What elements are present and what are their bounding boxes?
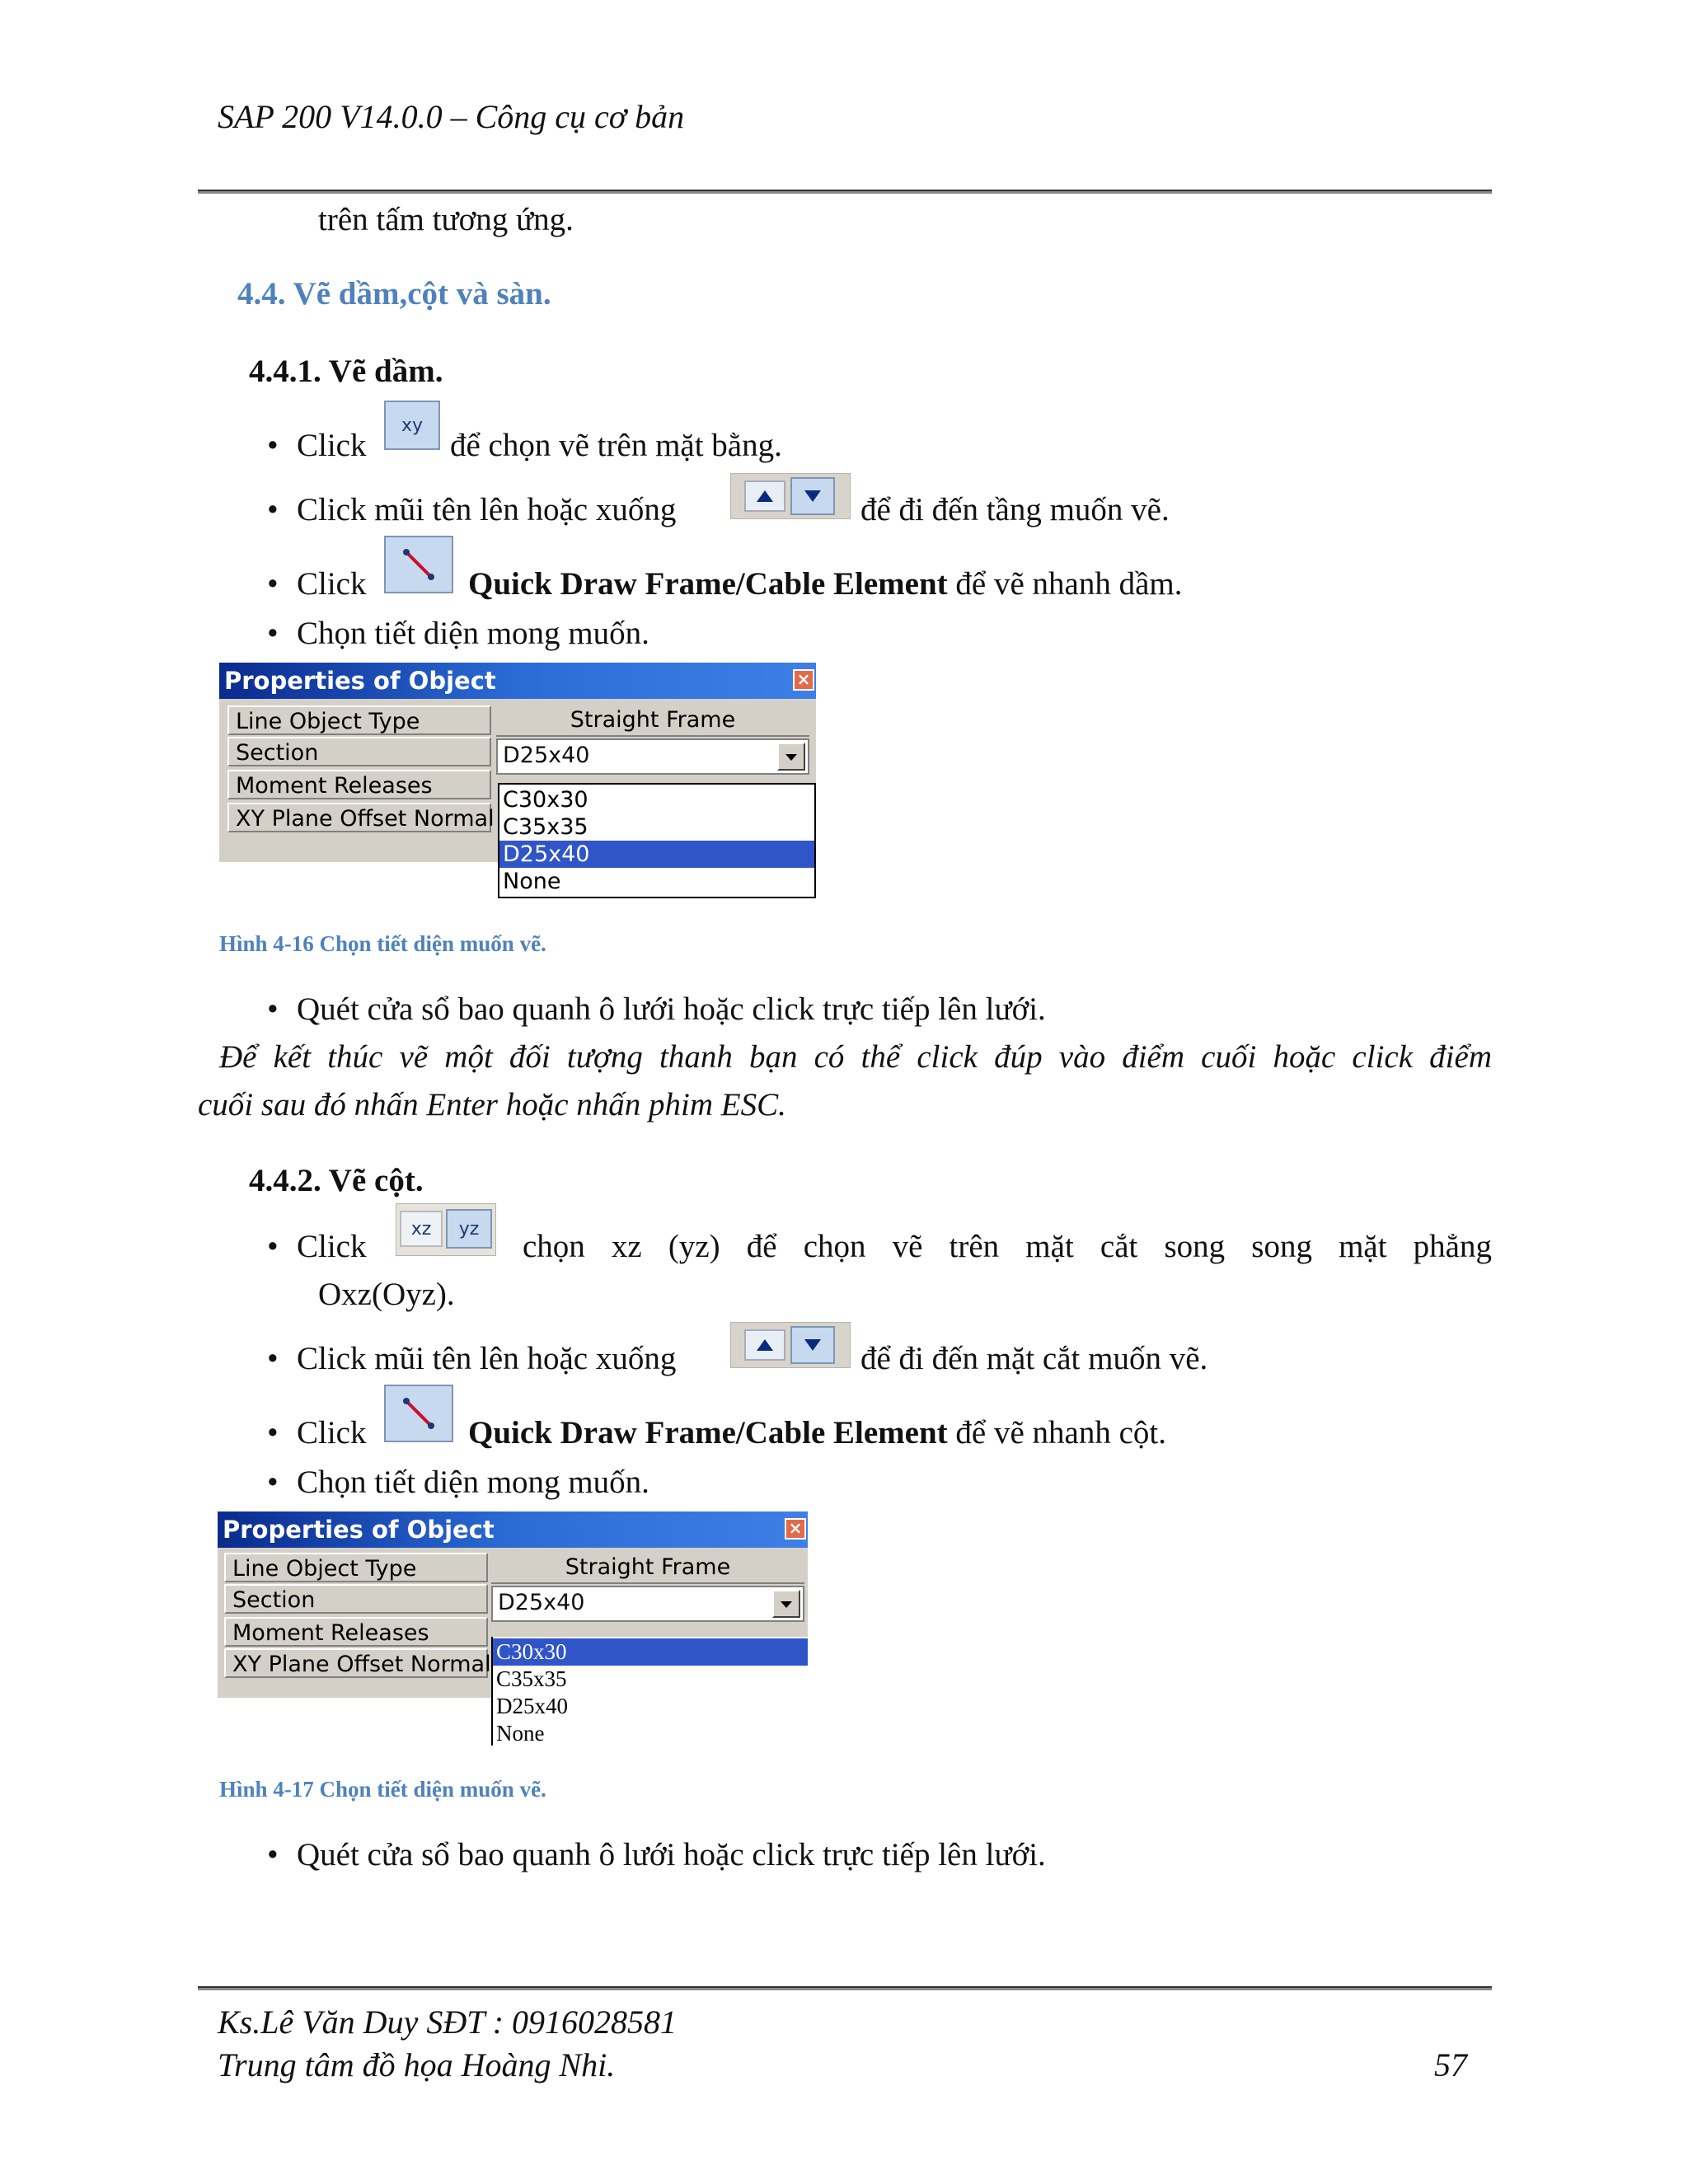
dialog-title: Properties of Object xyxy=(219,663,816,699)
row-moment-releases: Moment Releases xyxy=(224,1617,488,1647)
column-bullet-1-post: chọn xz (yz) để chọn vẽ trên mặt cắt song song mặt phẳng xyxy=(523,1229,1492,1264)
bullet-text: Click xyxy=(297,428,367,463)
dropdown-option-selected[interactable]: D25x40 xyxy=(499,841,814,868)
close-icon[interactable]: × xyxy=(785,1518,806,1540)
bullet-dot: • xyxy=(267,1837,279,1872)
quick-draw-frame-icon[interactable] xyxy=(384,1385,453,1442)
section-combo[interactable] xyxy=(491,1586,804,1622)
column-bullet-3-post xyxy=(468,1414,1166,1451)
row-xy-plane-offset: XY Plane Offset Normal xyxy=(224,1648,488,1678)
section-heading-column: 4.4.2. Vẽ cột. xyxy=(249,1163,424,1198)
bullet-dot: • xyxy=(267,991,279,1027)
quick-draw-frame-icon[interactable] xyxy=(384,536,453,593)
plane-toolbar xyxy=(396,1203,496,1256)
row-section: Section xyxy=(224,1584,488,1614)
bullet-text: Chọn tiết diện mong muốn. xyxy=(297,616,649,651)
dropdown-option[interactable]: C35x35 xyxy=(496,1666,567,1691)
close-icon[interactable]: × xyxy=(793,669,814,691)
bullet-dot: • xyxy=(267,1341,279,1376)
bullet-bold-text: Quick Draw Frame/Cable Element xyxy=(468,1415,948,1451)
dropdown-option[interactable]: D25x40 xyxy=(496,1694,568,1718)
column-bullet-1-cont: Oxz(Oyz). xyxy=(318,1277,455,1312)
page-header-title: SAP 200 V14.0.0 – Công cụ cơ bản xyxy=(218,98,685,135)
beam-bullet-3-post xyxy=(468,565,1182,602)
dropdown-option[interactable]: None xyxy=(496,1721,545,1746)
section-combo-value: D25x40 xyxy=(503,743,590,768)
column-bullet-2 xyxy=(267,1340,676,1377)
move-down-icon[interactable] xyxy=(790,477,835,515)
bullet-text: để vẽ nhanh dầm. xyxy=(955,566,1183,602)
move-up-icon[interactable] xyxy=(744,480,785,512)
properties-dialog-beam xyxy=(219,663,816,894)
bullet-text: để vẽ nhanh cột. xyxy=(955,1415,1166,1451)
column-bullet-1 xyxy=(267,1228,367,1265)
column-after-bullet xyxy=(267,1836,1046,1873)
section-combo[interactable] xyxy=(496,738,809,775)
bullet-dot: • xyxy=(267,428,279,463)
header-rule xyxy=(198,190,1492,194)
bullet-dot: • xyxy=(267,1229,279,1264)
dropdown-option[interactable]: C35x35 xyxy=(503,814,588,840)
bullet-text: Quét cửa sổ bao quanh ô lưới hoặc click trực tiếp lên lưới. xyxy=(297,991,1046,1027)
bullet-dot: • xyxy=(267,1465,279,1500)
bullet-dot: • xyxy=(267,616,279,651)
dialog-title: Properties of Object xyxy=(218,1511,808,1548)
beam-bullet-1 xyxy=(267,427,367,464)
footer-center: Trung tâm đồ họa Hoàng Nhi. xyxy=(218,2046,616,2083)
beam-bullet-4 xyxy=(267,615,649,652)
section-arrow-toolbar xyxy=(730,1322,851,1368)
note-line-2: cuối sau đó nhấn Enter hoặc nhấn phim ESC. xyxy=(198,1087,786,1122)
beam-bullet-2 xyxy=(267,491,676,528)
bullet-text: Click mũi tên lên hoặc xuống xyxy=(297,1341,677,1376)
yz-plane-icon[interactable]: yz xyxy=(446,1209,492,1249)
page-number: 57 xyxy=(1434,2046,1467,2083)
bullet-text: Quét cửa sổ bao quanh ô lưới hoặc click trực tiếp lên lưới. xyxy=(297,1837,1046,1872)
bullet-text: Chọn tiết diện mong muốn. xyxy=(297,1465,649,1500)
figure-caption-4-17: Hình 4-17 Chọn tiết diện muốn vẽ. xyxy=(219,1777,546,1802)
line-object-type-value: Straight Frame xyxy=(496,705,809,737)
column-bullet-4 xyxy=(267,1464,649,1501)
section-heading-beam: 4.4.1. Vẽ dầm. xyxy=(249,354,443,389)
dropdown-option[interactable]: C30x30 xyxy=(503,787,588,813)
beam-bullet-1-post: để chọn vẽ trên mặt bằng. xyxy=(450,428,782,463)
xy-plane-icon[interactable]: xy xyxy=(384,401,440,450)
row-section: Section xyxy=(227,737,491,766)
section-dropdown-list xyxy=(498,783,816,898)
footer-author: Ks.Lê Văn Duy SĐT : 0916028581 xyxy=(218,2004,678,2041)
line-object-type-value: Straight Frame xyxy=(491,1553,804,1584)
note-line-1: Để kết thúc vẽ một đối tượng thanh bạn có thể click đúp vào điểm cuối hoặc click điểm xyxy=(219,1039,1492,1075)
bullet-bold-text: Quick Draw Frame/Cable Element xyxy=(468,566,948,602)
row-xy-plane-offset: XY Plane Offset Normal xyxy=(227,803,491,832)
intro-line: trên tấm tương ứng. xyxy=(318,202,574,237)
dropdown-option-selected[interactable]: C30x30 xyxy=(493,1638,808,1666)
bullet-text: Click xyxy=(297,1229,367,1264)
figure-caption-4-16: Hình 4-16 Chọn tiết diện muốn vẽ. xyxy=(219,931,546,956)
row-line-object-type: Line Object Type xyxy=(224,1553,488,1582)
bullet-dot: • xyxy=(267,492,279,527)
section-heading-4-4: 4.4. Vẽ dầm,cột và sàn. xyxy=(237,276,551,312)
move-down-icon[interactable] xyxy=(790,1326,835,1364)
xz-plane-icon[interactable]: xz xyxy=(400,1211,443,1247)
bullet-text: Click xyxy=(297,1415,367,1451)
bullet-dot: • xyxy=(267,1415,279,1451)
dropdown-option[interactable]: None xyxy=(503,869,561,894)
bullet-text: Click xyxy=(297,566,367,602)
section-combo-value: D25x40 xyxy=(498,1590,585,1615)
section-dropdown-list xyxy=(491,1637,808,1746)
column-bullet-3 xyxy=(267,1414,367,1451)
row-moment-releases: Moment Releases xyxy=(227,770,491,799)
chevron-down-icon[interactable] xyxy=(772,1590,800,1618)
chevron-down-icon[interactable] xyxy=(777,743,805,771)
beam-bullet-3 xyxy=(267,565,367,602)
move-up-icon[interactable] xyxy=(744,1329,785,1361)
column-bullet-2-post: để đi đến mặt cắt muốn vẽ. xyxy=(860,1341,1208,1376)
beam-bullet-2-post: để đi đến tầng muốn vẽ. xyxy=(860,492,1170,527)
row-line-object-type: Line Object Type xyxy=(227,705,491,735)
footer-rule xyxy=(198,1986,1492,1990)
level-arrow-toolbar xyxy=(730,473,851,519)
bullet-text: Click mũi tên lên hoặc xuống xyxy=(297,492,677,527)
beam-after-bullet xyxy=(267,991,1046,1028)
bullet-dot: • xyxy=(267,566,279,602)
